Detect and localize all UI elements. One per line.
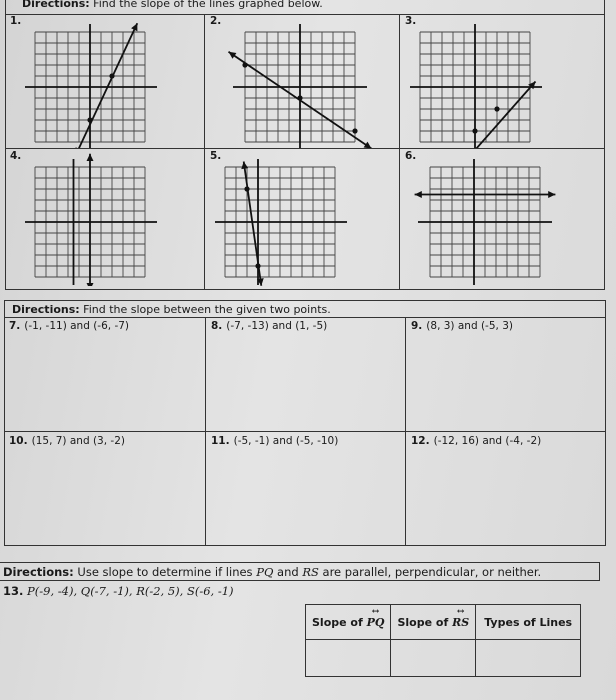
line-pq: ↔ PQ xyxy=(367,616,385,629)
slope-problem-10 xyxy=(4,432,206,546)
graph-6 xyxy=(400,151,560,286)
problem-points: (8, 3) and (-5, 3) xyxy=(426,320,513,332)
problem-number: 11. xyxy=(211,435,230,447)
problem-number: 8. xyxy=(211,320,223,332)
problem-points: (15, 7) and (3, -2) xyxy=(31,435,125,447)
directions-text: Use slope to determine if lines xyxy=(77,565,253,579)
graph-problem-2 xyxy=(205,14,400,149)
header-slope-rs xyxy=(391,605,476,640)
slope-problem-9 xyxy=(406,317,606,432)
plotted-point xyxy=(242,62,247,67)
plotted-point xyxy=(109,73,114,78)
slope-problem-11 xyxy=(206,432,406,546)
section2-directions xyxy=(12,303,331,316)
plotted-point xyxy=(494,106,499,111)
plotted-point xyxy=(297,95,302,100)
section3-directions xyxy=(3,565,541,579)
graph-1 xyxy=(25,18,165,148)
arrowhead-icon xyxy=(87,283,94,286)
graphed-line xyxy=(76,23,138,148)
graphed-line xyxy=(470,82,536,149)
directions-text: and xyxy=(277,565,299,579)
problem-number: 13. xyxy=(3,584,24,598)
graph-problem-4 xyxy=(5,149,205,290)
slope-problem-7 xyxy=(4,317,206,432)
arrowhead-icon xyxy=(87,154,94,161)
problem-points: (-1, -11) and (-6, -7) xyxy=(24,320,130,332)
problem-points: (-7, -13) and (1, -5) xyxy=(226,320,328,332)
header-text: Slope of xyxy=(397,615,449,629)
directions-text: Find the slope of the lines graphed below. xyxy=(93,0,323,10)
section1-directions xyxy=(22,0,323,10)
line-pq: PQ xyxy=(256,565,274,579)
line-rs: RS xyxy=(302,565,319,579)
plotted-point xyxy=(352,128,357,133)
directions-text: are parallel, perpendicular, or neither. xyxy=(322,565,542,579)
header-text: Slope of xyxy=(312,615,363,629)
answer-table xyxy=(305,604,581,677)
arrowhead-icon xyxy=(415,191,422,198)
directions-label: Directions: xyxy=(12,303,80,316)
directions-text: Find the slope between the given two points. xyxy=(83,303,331,316)
problem-number: 1. xyxy=(10,15,22,27)
graph-problem-5 xyxy=(205,149,400,290)
problem-number: 5. xyxy=(210,150,222,162)
problem-number: 3. xyxy=(405,15,417,27)
problem-number: 9. xyxy=(411,320,423,332)
problem-number: 10. xyxy=(9,435,28,447)
graph-problem-1 xyxy=(5,14,205,149)
header-slope-pq xyxy=(306,605,391,640)
graph-3 xyxy=(410,18,550,148)
problem-points: (-5, -1) and (-5, -10) xyxy=(233,435,339,447)
graph-4 xyxy=(25,151,165,286)
plotted-point xyxy=(244,186,249,191)
graph-5 xyxy=(215,151,355,286)
plotted-point xyxy=(255,263,260,268)
arrowhead-icon xyxy=(229,52,237,59)
answer-slope-pq[interactable] xyxy=(306,640,391,677)
line-rs: ↔ RS xyxy=(452,616,469,629)
problem-number: 4. xyxy=(10,150,22,162)
plotted-point xyxy=(472,128,477,133)
problem-number: 7. xyxy=(9,320,21,332)
graph-problem-6 xyxy=(400,149,605,290)
header-types-of-lines: Types of Lines xyxy=(476,605,581,640)
answer-type[interactable] xyxy=(476,640,581,677)
problem-number: 12. xyxy=(411,435,430,447)
graph-2 xyxy=(215,18,375,148)
arrowhead-icon xyxy=(548,191,555,198)
answer-slope-rs[interactable] xyxy=(391,640,476,677)
graph-problem-3 xyxy=(400,14,605,149)
problem-number: 6. xyxy=(405,150,417,162)
problem-points: (-12, 16) and (-4, -2) xyxy=(433,435,542,447)
slope-problem-12 xyxy=(406,432,606,546)
directions-label: Directions: xyxy=(3,565,74,579)
problem-points: P(-9, -4), Q(-7, -1), R(-2, 5), S(-6, -1) xyxy=(27,584,234,598)
plotted-point xyxy=(87,117,92,122)
problem-13 xyxy=(3,584,234,598)
problem-number: 2. xyxy=(210,15,222,27)
slope-problem-8 xyxy=(206,317,406,432)
directions-label: Directions: xyxy=(22,0,90,10)
